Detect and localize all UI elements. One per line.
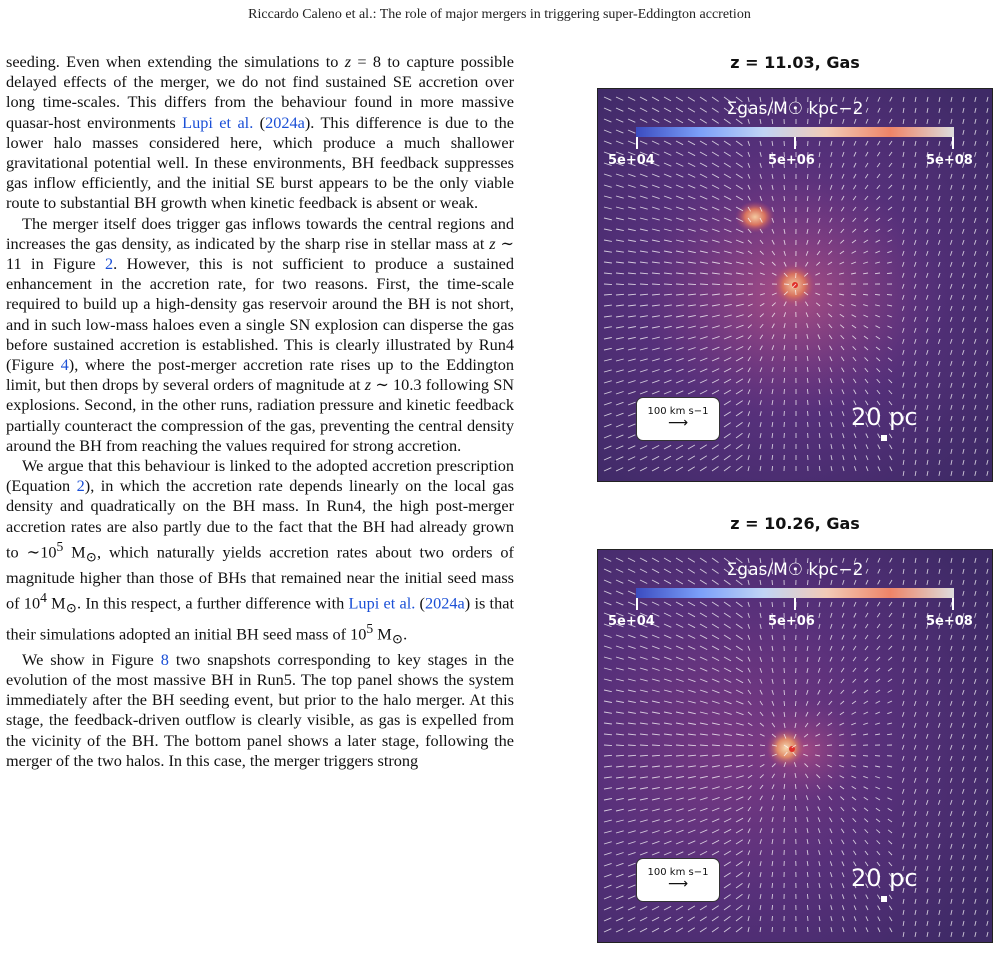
velocity-arrow: [772, 602, 773, 607]
subscript: ⊙: [65, 600, 78, 616]
velocity-arrow: [628, 284, 636, 285]
math-variable: z: [489, 233, 496, 253]
velocity-arrow: [784, 378, 785, 383]
velocity-arrow: [887, 295, 892, 296]
black-hole-marker: [789, 746, 795, 752]
citation-link[interactable]: 2024a: [265, 112, 305, 132]
scale-bar: [881, 435, 887, 441]
velocity-legend: [636, 397, 720, 441]
velocity-arrow: [772, 894, 773, 899]
colorbar: [636, 127, 954, 137]
velocity-arrow: [664, 745, 672, 746]
math-variable: z: [364, 375, 372, 395]
citation-link[interactable]: 2: [105, 254, 114, 274]
superscript: 5: [366, 620, 374, 636]
citation-link[interactable]: 2: [76, 476, 85, 496]
citation-link[interactable]: Lupi et al.: [348, 593, 416, 613]
velocity-arrow: [784, 284, 789, 285]
velocity-arrow: [772, 916, 773, 921]
velocity-arrow: [700, 284, 708, 285]
velocity-arrow: [664, 284, 672, 285]
colorbar-tick-label: 5e+04: [608, 614, 655, 629]
gas-density-map: [597, 549, 993, 943]
velocity-arrow: [839, 755, 844, 756]
velocity-arrow: [604, 284, 612, 285]
velocity-arrow: [807, 389, 808, 394]
colorbar-tick-label: 5e+04: [608, 153, 655, 168]
velocity-arrow: [772, 883, 773, 888]
colorbar: [636, 588, 954, 598]
paragraph-2: The merger itself does trigger gas inflows towards the central regions and increases the gas density, as indicated by the sharp rise in stellar mass at z ∼ 11 in Figure 2. However, this is not sufficient to produce a sustained enhancement in the accretion rate, for two reasons. First, the time-scale required to build up a high-density gas reservoir around the BH is not short, and in such low-mass haloes even a single SN explosion can disperse the gas before sustained accretion is established. This is clearly illustrated by Run4 (Figure 4), where the post-merger accretion rate rises up to the Eddington limit, but then drops by several orders of magnitude at z ∼ 10.3 following SN explosions. Second, in the other runs, radiation pressure and kinetic feedback partially counteract the compression of the gas, preventing the central density around the BH from reaching the values required for strong accretion.: [6, 213, 515, 455]
velocity-arrow: [808, 422, 809, 427]
velocity-arrow: [796, 290, 797, 295]
arrow-right-icon: ⟶: [667, 876, 689, 892]
velocity-arrow: [796, 690, 797, 695]
velocity-arrow: [784, 701, 785, 706]
velocity-legend-label: 100 km s−1: [647, 406, 709, 417]
citation-link[interactable]: 4: [60, 355, 69, 375]
velocity-arrow: [796, 806, 797, 811]
velocity-arrow: [736, 284, 744, 285]
colorbar-tick-label: 5e+06: [768, 614, 815, 629]
velocity-legend-label: 100 km s−1: [647, 867, 709, 878]
velocity-arrow: [784, 690, 785, 695]
velocity-arrow: [688, 284, 696, 285]
velocity-arrow: [724, 284, 732, 285]
velocity-arrow: [851, 756, 856, 757]
citation-link[interactable]: Lupi et al.: [182, 112, 254, 132]
velocity-arrow: [628, 745, 636, 746]
velocity-arrow: [784, 196, 785, 201]
velocity-arrow: [772, 927, 773, 932]
gas-density-map: [597, 88, 993, 482]
velocity-arrow: [795, 701, 796, 706]
velocity-arrow: [784, 367, 785, 372]
scale-bar: [881, 896, 887, 902]
superscript: 4: [40, 589, 47, 605]
velocity-arrow: [784, 185, 785, 190]
velocity-arrow: [784, 806, 785, 811]
colorbar-label: Σgas/M☉ kpc−2: [726, 99, 864, 119]
body-text-column: [6, 52, 514, 771]
velocity-arrow: [807, 174, 808, 179]
velocity-arrow: [784, 795, 785, 800]
velocity-arrow: [616, 284, 624, 285]
scale-bar-label: 20 pc: [851, 403, 918, 431]
figure-panel-top: [597, 52, 993, 482]
subscript: ⊙: [85, 549, 98, 565]
velocity-arrow: [827, 745, 832, 746]
running-header: Riccardo Caleno et al.: The role of major mergers in triggering super-Eddington accretion: [248, 7, 751, 22]
colorbar-tick-label: 5e+08: [926, 153, 973, 168]
math-variable: z: [344, 52, 352, 71]
velocity-arrow: [772, 905, 773, 910]
citation-link[interactable]: 2024a: [424, 593, 465, 613]
velocity-legend: [636, 858, 720, 902]
colorbar-tick-label: 5e+08: [926, 614, 973, 629]
velocity-arrow: [808, 400, 809, 405]
velocity-arrow: [676, 284, 684, 285]
colorbar-label: Σgas/M☉ kpc−2: [726, 560, 864, 580]
panel-title: z = 11.03, Gas: [730, 53, 860, 72]
velocity-arrow: [616, 745, 624, 746]
citation-link[interactable]: 8: [160, 649, 169, 669]
velocity-arrow: [640, 284, 648, 285]
velocity-arrow: [808, 927, 809, 932]
velocity-arrow: [604, 745, 612, 746]
velocity-arrow: [807, 602, 808, 607]
velocity-arrow: [887, 273, 892, 274]
velocity-arrow: [795, 795, 796, 800]
velocity-arrow: [807, 905, 808, 910]
velocity-arrow: [772, 580, 773, 585]
paragraph-1: seeding. Even when extending the simulations to z = 8 to capture possible delayed effects of the merger, we do not find sustained SE accretion over long time-scales. This differs from the behaviour found in more massive quasar-host environments Lupi et al. (2024a). This difference is due to the lower halo masses considered here, which produce a much shallower gravitational potential well. In these environments, BH feedback suppresses gas inflow efficiently, and the initial SE burst appears to be the only viable route to substantial BH growth when kinetic feedback is absent or weak.: [6, 52, 515, 213]
velocity-arrow: [784, 174, 785, 179]
scale-bar-label: 20 pc: [851, 864, 918, 892]
gas-clump-secondary: [735, 201, 775, 233]
figure-panel-bottom: [597, 513, 993, 943]
velocity-arrow: [784, 389, 785, 394]
paragraph-3: We argue that this behaviour is linked to the adopted accretion prescription (Equation 2), in which the accretion rate depends linearly on the local gas density and quadratically on the BH mass. In Run4, the high post-merger accretion rates are also partly due to the fact that the BH had already grown to $\sim 10^5$ $M_⊙$, which naturally yields accretion rates about two orders of magnitude higher than those of BHs that remained near the initial seed mass of $10^4$ $M_⊙$. In this respect, a further difference with Lupi et al. (2024a) is that their simulations adopted an initial BH seed mass of $10^5$ $M_⊙$.: [6, 456, 514, 647]
velocity-arrow: [807, 185, 808, 190]
velocity-arrow: [784, 400, 785, 405]
subscript: ⊙: [391, 631, 404, 647]
colorbar-tick-label: 5e+06: [768, 153, 815, 168]
velocity-arrow: [652, 745, 660, 746]
velocity-arrow: [808, 411, 809, 416]
velocity-arrow: [652, 284, 660, 285]
velocity-arrow: [772, 466, 773, 471]
paragraph-4: We show in Figure 8 two snapshots corresponding to key stages in the evolution of the most massive BH in Run5. The top panel shows the system immediately after the BH seeding event, but prior to the halo merger. At this stage, the feedback-driven outflow is clearly visible, as gas is expelled from the vicinity of the BH. The bottom panel shows a later stage, following the merger of the two halos. In this case, the merger triggers strong: [6, 649, 514, 770]
velocity-arrow: [748, 745, 753, 746]
arrow-right-icon: ⟶: [667, 415, 689, 431]
velocity-arrow: [807, 883, 808, 888]
velocity-arrow: [808, 916, 809, 921]
velocity-arrow: [807, 894, 808, 899]
velocity-arrow: [875, 294, 880, 295]
superscript: 5: [56, 538, 64, 554]
velocity-arrow: [640, 745, 648, 746]
velocity-arrow: [712, 284, 720, 285]
panel-title: z = 10.26, Gas: [730, 514, 860, 533]
velocity-arrow: [808, 580, 809, 585]
